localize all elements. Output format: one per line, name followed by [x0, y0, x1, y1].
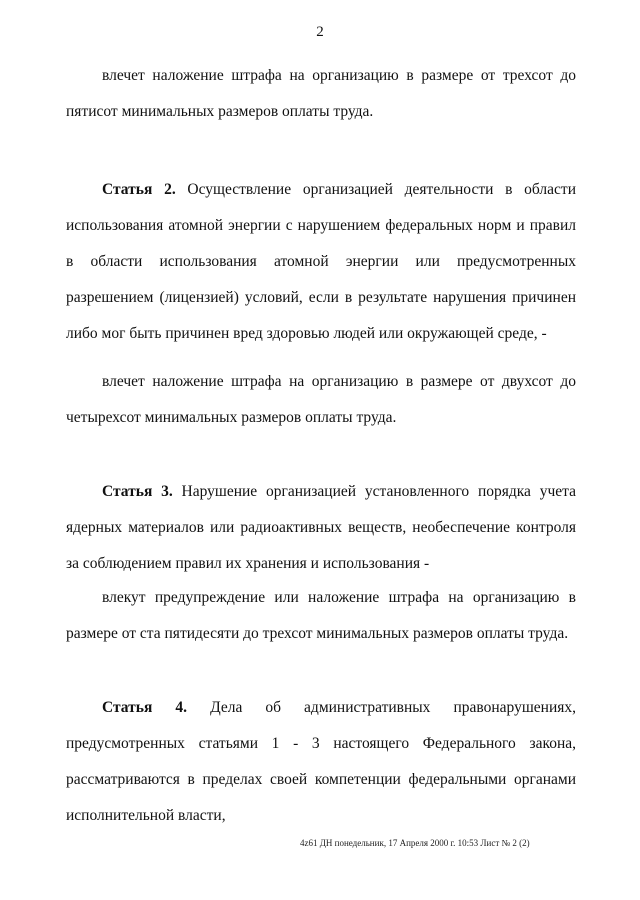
paragraph-text: влекут предупреждение или наложение штрафа на организацию в размере от ста пятидесяти до трехсот минимальных размеров оплаты труда. [66, 589, 576, 642]
paragraph-article-2 [66, 172, 576, 352]
article-heading: Статья 2. [102, 181, 176, 198]
paragraph-penalty-2 [66, 364, 576, 436]
paragraph-text: Нарушение организацией установленного порядка учета ядерных материалов или радиоактивных веществ, необеспечение контроля за соблюдением правил их хранения и использования - [66, 483, 576, 572]
paragraph-article-3 [66, 474, 576, 582]
paragraph-article-4 [66, 690, 576, 834]
paragraph-text: влечет наложение штрафа на организацию в размере от двухсот до четырехсот минимальных размеров оплаты труда. [66, 373, 576, 426]
print-footer: 4z61 ДН понедельник, 17 Апреля 2000 г. 10:53 Лист № 2 (2) [300, 838, 530, 848]
page-number: 2 [316, 24, 324, 40]
paragraph-text: Осуществление организацией деятельности в области использования атомной энергии с нарушением федеральных норм и правил в области использования атомной энергии или предусмотренных разрешением (лицензией) условий, если в результате нарушения причинен либо мог быть причинен вред здоровью людей или окружающей среде, - [66, 181, 576, 342]
paragraph-penalty-1 [66, 58, 576, 130]
paragraph-text: влечет наложение штрафа на организацию в размере от трехсот до пятисот минимальных размеров оплаты труда. [66, 67, 576, 120]
article-heading: Статья 3. [102, 483, 173, 500]
paragraph-penalty-3 [66, 580, 576, 652]
paragraph-text: Дела об административных правонарушениях, предусмотренных статьями 1 - 3 настоящего Федерального закона, рассматриваются в пределах своей компетенции федеральными органами исполнительной власти, [66, 699, 576, 824]
article-heading: Статья 4. [102, 699, 188, 716]
